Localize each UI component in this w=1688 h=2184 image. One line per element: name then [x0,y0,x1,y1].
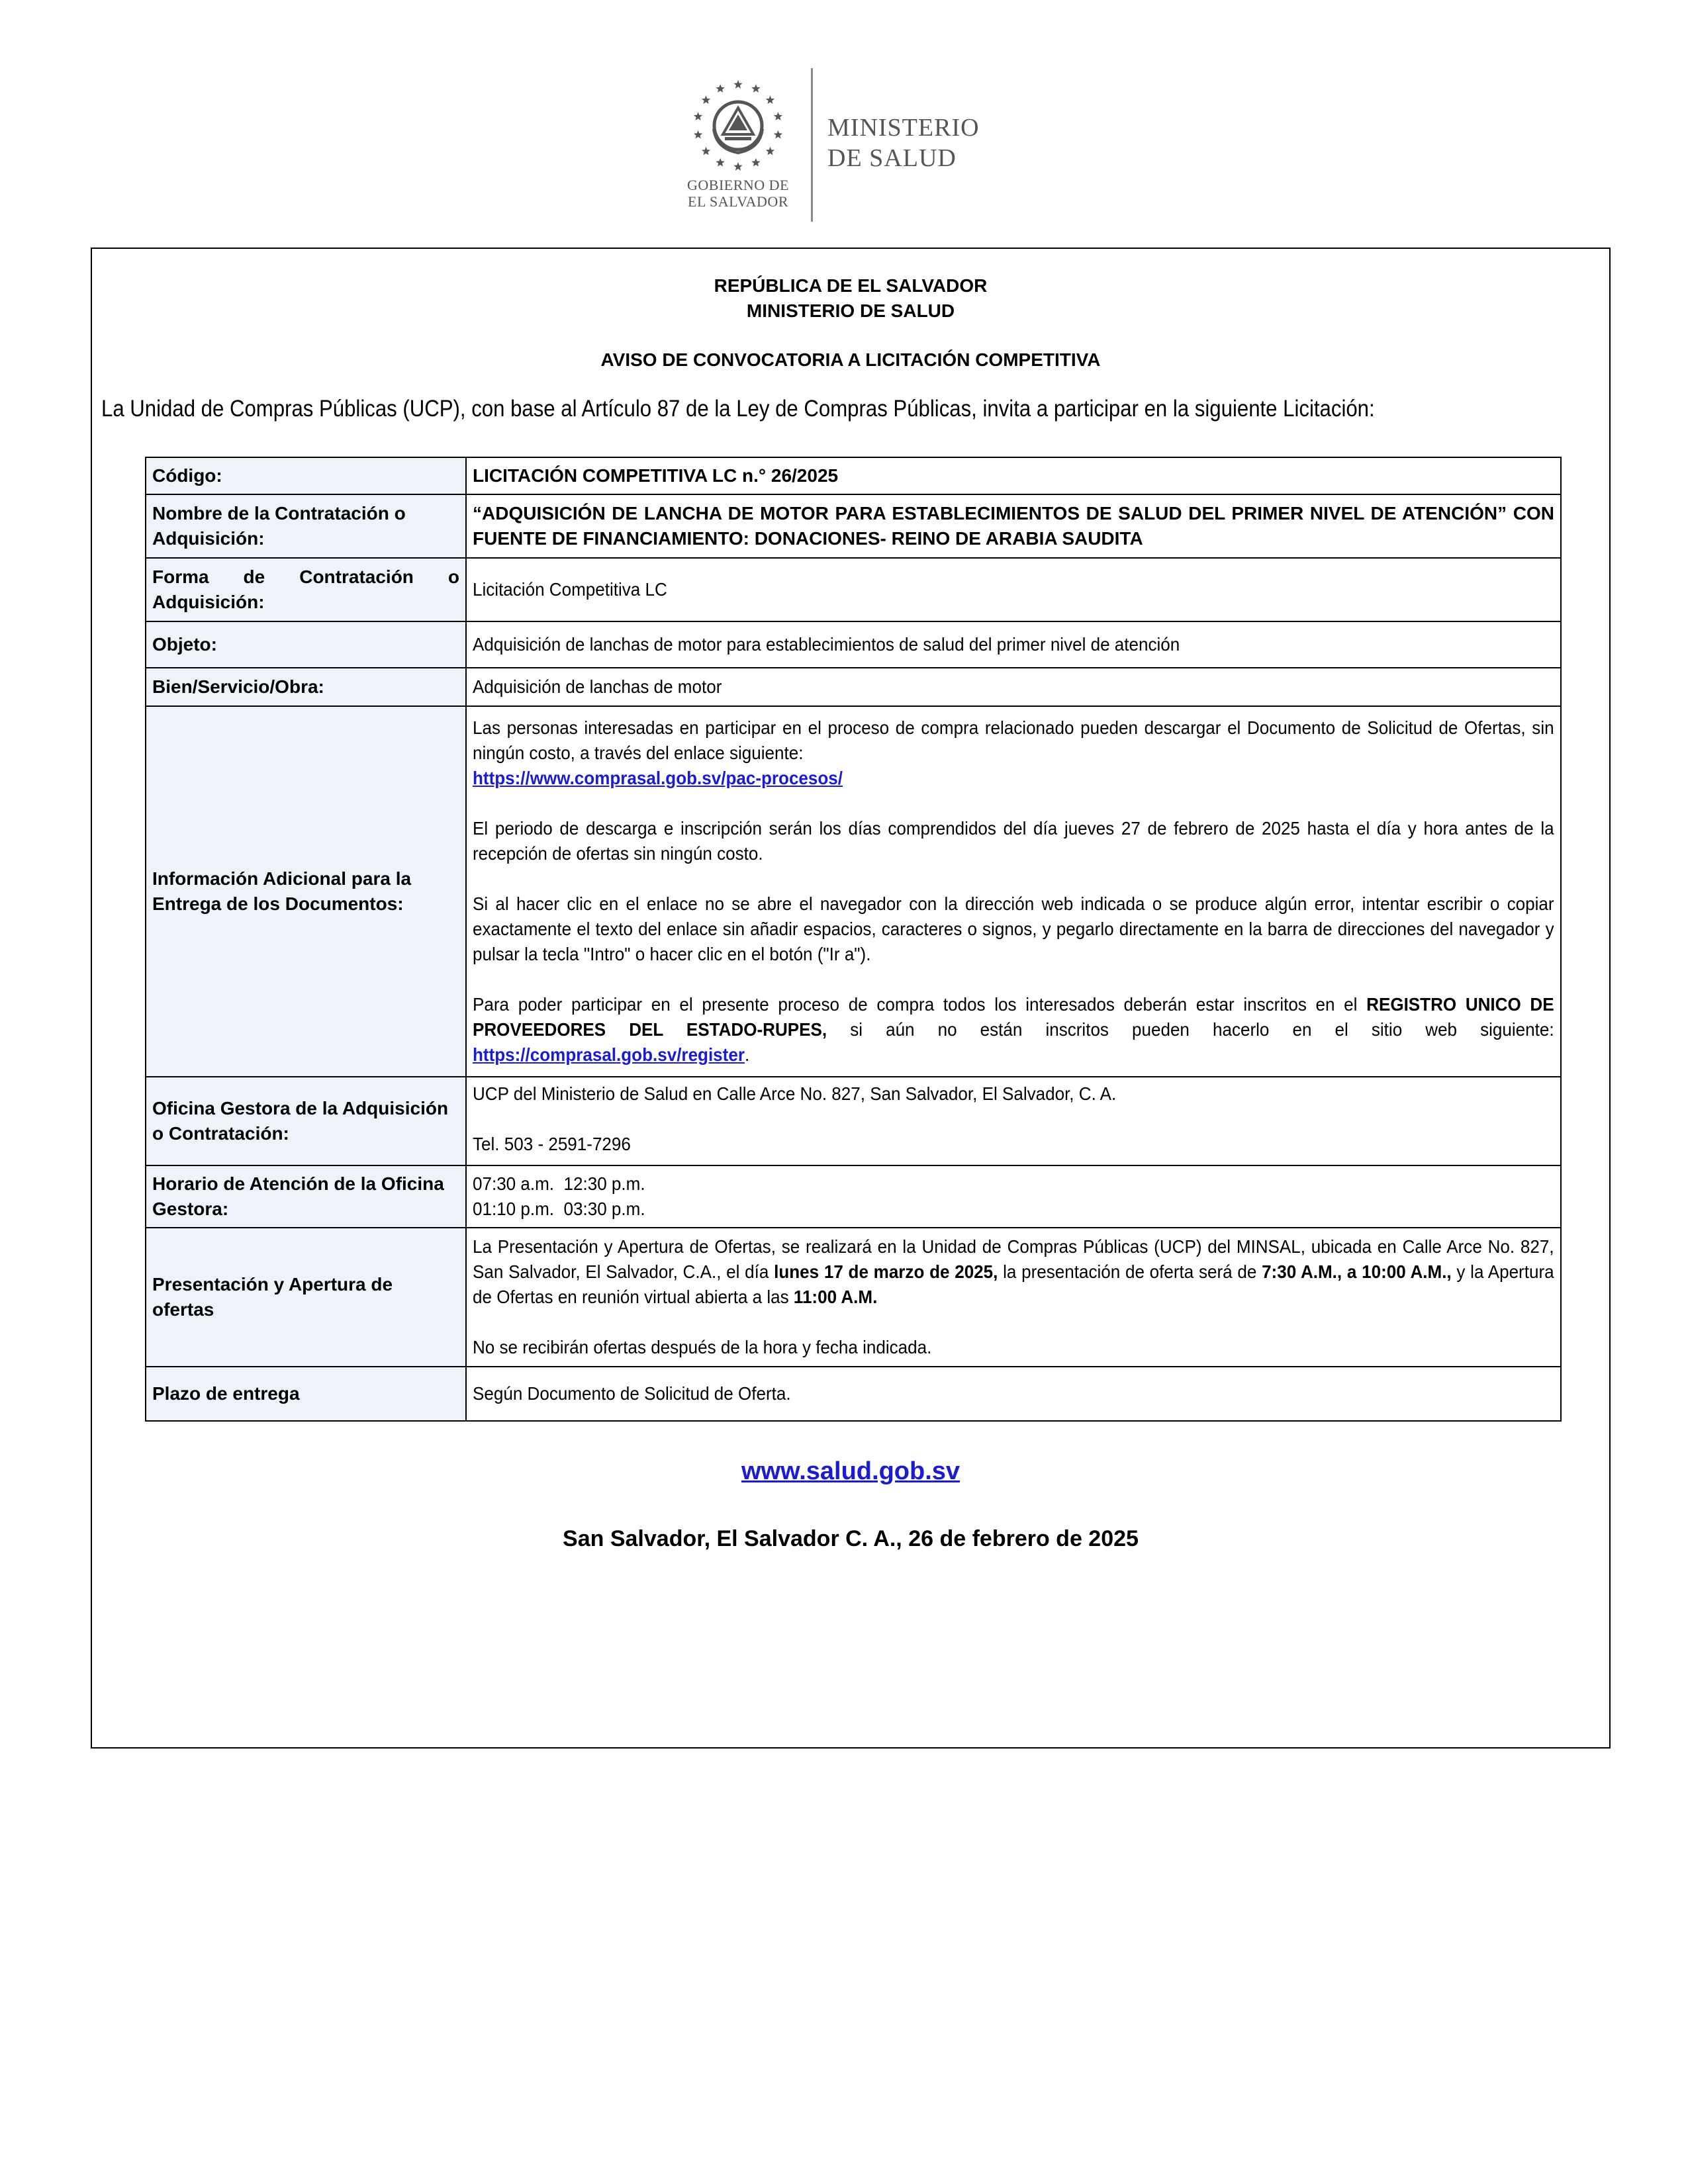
codigo-label: Código: [146,457,466,494]
star-icon [751,84,760,93]
pres-time-range: 7:30 A.M., a 10:00 A.M., [1262,1261,1452,1282]
info-p4-text-2: si aún no están inscritos pueden hacerlo en el sitio web siguiente: [827,1019,1554,1040]
gov-line-1: GOBIERNO DE [687,177,789,193]
bien-value [466,668,1561,706]
pres-text-1: La Presentación y Apertura de Ofertas, se realizará en la Unidad de Compras Públicas (UCP) del MINSAL, ubicada en Calle Arce No. 827, San Salvador, El Salvador, C.A., el día [473,1236,1554,1282]
header-ministry: MINISTERIO DE SALUD [746,300,955,321]
ministry-wordmark [827,113,980,173]
bien-value-text: Adquisición de lanchas de motor [473,676,722,697]
info-label: Información Adicional para la Entrega de los Documentos: [146,706,466,1077]
star-icon [716,84,724,93]
table-row [146,1077,1561,1165]
horario-label: Horario de Atención de la Oficina Gestora: [146,1165,466,1228]
oficina-address: UCP del Ministerio de Salud en Calle Arce No. 827, San Salvador, El Salvador, C. A. [473,1083,1117,1104]
presentacion-value [466,1228,1561,1367]
star-icon [716,158,724,167]
table-row [146,1367,1561,1421]
notice-frame [91,248,1611,1749]
spacer [473,791,1554,816]
star-icon [774,130,782,139]
ministry-logo [669,63,1000,228]
star-icon [702,147,710,156]
star-icon [694,112,702,120]
objeto-value-text: Adquisición de lanchas de motor para establecimientos de salud del primer nivel de atención [473,634,1180,655]
table-row [146,668,1561,706]
notice-title: AVISO DE CONVOCATORIA A LICITACIÓN COMPETITIVA [600,349,1101,370]
nombre-label: Nombre de la Contratación o Adquisición: [146,494,466,558]
info-paragraph-4 [473,992,1554,1068]
info-paragraph-2: El periodo de descarga e inscripción serán los días comprendidos del día jueves 27 de febrero de 2025 hasta el día y hora antes de la recepción de ofertas sin ningún costo. [473,818,1554,864]
horario-afternoon: 01:10 p.m. 03:30 p.m. [473,1199,645,1219]
bien-label: Bien/Servicio/Obra: [146,668,466,706]
info-value [466,706,1561,1077]
spacer [473,967,1554,992]
website-link-container [92,1457,1609,1486]
intro-text: La Unidad de Compras Públicas (UCP), con base al Artículo 87 de la Ley de Compras Públicas, invita a participar en la siguiente Licitación: [101,396,1375,422]
pres-date: lunes 17 de marzo de 2025, [774,1261,998,1282]
nombre-value: “ADQUISICIÓN DE LANCHA DE MOTOR PARA ESTABLECIMIENTOS DE SALUD DEL PRIMER NIVEL DE ATENCIÓN” CON FUENTE DE FINANCIAMIENTO: DONACIONES- REINO DE ARABIA SAUDITA [466,494,1561,558]
place-date: San Salvador, El Salvador C. A., 26 de febrero de 2025 [563,1526,1139,1551]
pres-text-2: la presentación de oferta será de [998,1261,1262,1282]
table-row [146,706,1561,1077]
presentacion-paragraph-1 [473,1234,1554,1310]
info-paragraph-1: Las personas interesadas en participar en el proceso de compra relacionado pueden descargar el Documento de Solicitud de Ofertas, sin ningún costo, a través del enlace siguiente: [473,717,1554,763]
forma-value [466,558,1561,621]
presentacion-label: Presentación y Apertura de ofertas [146,1228,466,1367]
star-icon [766,147,774,156]
coat-of-arms-icon [688,76,788,175]
forma-value-text: Licitación Competitiva LC [473,579,667,600]
horario-value [466,1165,1561,1228]
plazo-value-text: Según Documento de Solicitud de Oferta. [473,1383,791,1404]
objeto-label: Objeto: [146,621,466,668]
info-paragraph-3: Si al hacer clic en el enlace no se abre el navegador con la dirección web indicada o se produce algún error, intentar escribir o copiar exactamente el texto del enlace sin añadir espacios, caracteres o signos, y pegarlo directamente en la barra de direcciones del navegador y pulsar la tecla "Intro" o hacer clic en el botón ("Ir a"). [473,893,1554,964]
ministry-line-2: DE SALUD [827,144,957,172]
presentacion-content [473,1234,1554,1360]
table-row [146,558,1561,621]
pres-text-3: y la Apertura de Ofertas en reunión virtual abierta a las [473,1261,1554,1307]
objeto-value [466,621,1561,668]
oficina-phone: Tel. 503 - 2591-7296 [473,1134,631,1154]
gov-line-2: EL SALVADOR [688,193,788,210]
table-row [146,621,1561,668]
spacer [473,1107,1554,1132]
info-cell-content [473,715,1554,1068]
horario-morning: 07:30 a.m. 12:30 p.m. [473,1173,645,1194]
table-row [146,494,1561,558]
presentacion-paragraph-2: No se recibirán ofertas después de la hora y fecha indicada. [473,1337,932,1357]
star-icon [766,95,774,104]
plazo-value [466,1367,1561,1421]
table-row [146,1228,1561,1367]
oficina-content [473,1081,1554,1157]
ministry-line-1: MINISTERIO [827,114,980,142]
star-icon [702,95,710,104]
comprasal-register-link[interactable]: https://comprasal.gob.sv/register [473,1044,745,1065]
rupes-registry: REGISTRO UNICO DE PROVEEDORES DEL ESTADO-RUPES, [473,994,1554,1040]
spacer [473,866,1554,891]
spacer [473,1310,1554,1335]
tender-info-table [145,457,1562,1422]
comprasal-process-link[interactable]: https://www.comprasal.gob.sv/pac-procesos/ [473,768,843,788]
table-row [146,457,1561,494]
plazo-label: Plazo de entrega [146,1367,466,1421]
pres-opening-time: 11:00 A.M. [793,1287,878,1307]
forma-label: Forma de Contratación o Adquisición: [146,558,466,621]
header-country: REPÚBLICA DE EL SALVADOR [714,275,988,296]
info-p4-end: . [744,1044,750,1065]
website-link[interactable]: www.salud.gob.sv [741,1457,961,1485]
info-p4-text: Para poder participar en el presente proceso de compra todos los interesados deberán estar inscritos en el [473,994,1367,1015]
oficina-value [466,1077,1561,1165]
star-icon [774,112,782,120]
horario-content [473,1171,1554,1222]
codigo-value: LICITACIÓN COMPETITIVA LC n.° 26/2025 [466,457,1561,494]
logo-divider [811,68,813,222]
oficina-label: Oficina Gestora de la Adquisición o Contratación: [146,1077,466,1165]
star-icon [733,80,742,89]
star-icon [733,162,742,171]
star-icon [694,130,702,139]
star-icon [751,158,760,167]
government-wordmark [669,177,808,210]
table-row [146,1165,1561,1228]
